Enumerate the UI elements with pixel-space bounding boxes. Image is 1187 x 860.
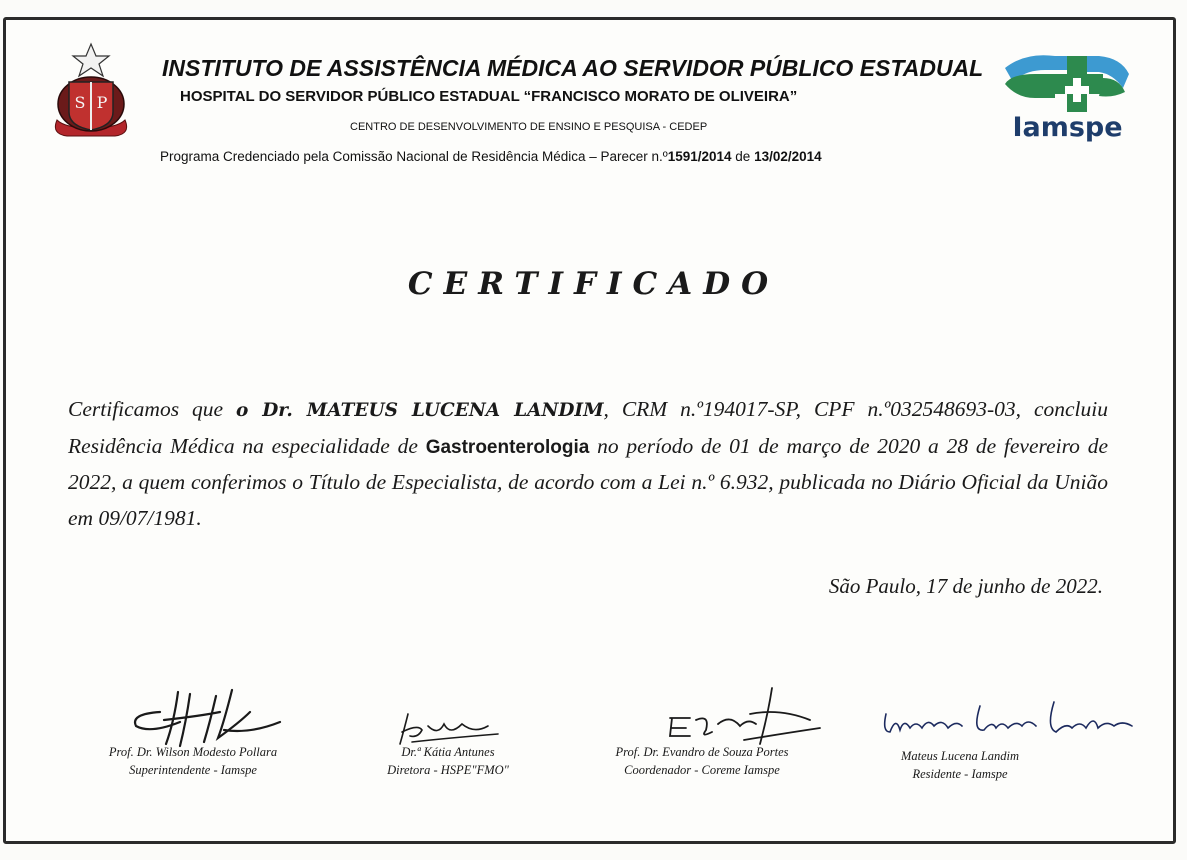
sao-paulo-seal-icon <box>47 42 135 142</box>
signature-block-2 <box>348 744 548 780</box>
place-date: São Paulo, 17 de junho de 2022. <box>828 574 1103 598</box>
doctor-name: o Dr. MATEUS LUCENA LANDIM <box>235 400 604 421</box>
program-de: de <box>731 149 755 164</box>
signer-role-4: Residente - Iamspe <box>912 767 1008 781</box>
signature-pollara <box>120 682 300 752</box>
hospital-name: HOSPITAL DO SERVIDOR PÚBLICO ESTADUAL “FRANCISCO MORATO DE OLIVEIRA” <box>180 88 798 105</box>
program-accreditation <box>160 149 1040 164</box>
signature-block-1 <box>78 744 308 780</box>
seal-letter-s: S <box>74 93 86 112</box>
signer-role-3: Coordenador - Coreme Iamspe <box>624 763 780 777</box>
seal-letter-p: P <box>96 93 108 112</box>
signer-role-2: Diretora - HSPE"FMO" <box>387 763 509 777</box>
signer-name-4: Mateus Lucena Landim <box>900 749 1020 763</box>
signature-landim <box>876 692 1146 752</box>
program-prefix: Programa Credenciado pela Comissão Nacional de Residência Médica – Parecer n.º <box>160 149 668 164</box>
signer-name-3: Prof. Dr. Evandro de Souza Portes <box>615 745 789 759</box>
specialty: Gastroenterologia <box>425 436 590 458</box>
parecer-number: 1591/2014 <box>667 149 732 164</box>
body-part-1: Certificamos que <box>68 397 236 421</box>
parecer-date: 13/02/2014 <box>754 149 822 164</box>
signature-block-3 <box>582 744 822 780</box>
iamspe-logo-text: Iamspe <box>1012 112 1123 143</box>
body-part-3: no período de 01 de março de 2020 a 28 de fevereiro de 2022, a quem conferimos o Título de Especialista, de acordo com a Lei n.º 6.932, publicada no Diário Oficial da União em 09/07/1981. <box>68 433 1108 530</box>
signature-block-4 <box>860 748 1060 784</box>
signature-portes <box>660 684 830 748</box>
certificate-title: CERTIFICADO <box>407 266 780 302</box>
signer-name-1: Prof. Dr. Wilson Modesto Pollara <box>108 745 278 759</box>
institute-name: INSTITUTO DE ASSISTÊNCIA MÉDICA AO SERVIDOR PÚBLICO ESTADUAL <box>162 55 984 81</box>
center-name: CENTRO DE DESENVOLVIMENTO DE ENSINO E PESQUISA - CEDEP <box>350 121 708 133</box>
body-part-2: , CRM n.º194017-SP, CPF n.º032548693-03, concluiu Residência Médica na especialidade de <box>68 397 1108 458</box>
signer-name-2: Dr.ª Kátia Antunes <box>401 745 495 759</box>
signer-role-1: Superintendente - Iamspe <box>129 763 257 777</box>
certificate-body <box>68 392 1108 536</box>
